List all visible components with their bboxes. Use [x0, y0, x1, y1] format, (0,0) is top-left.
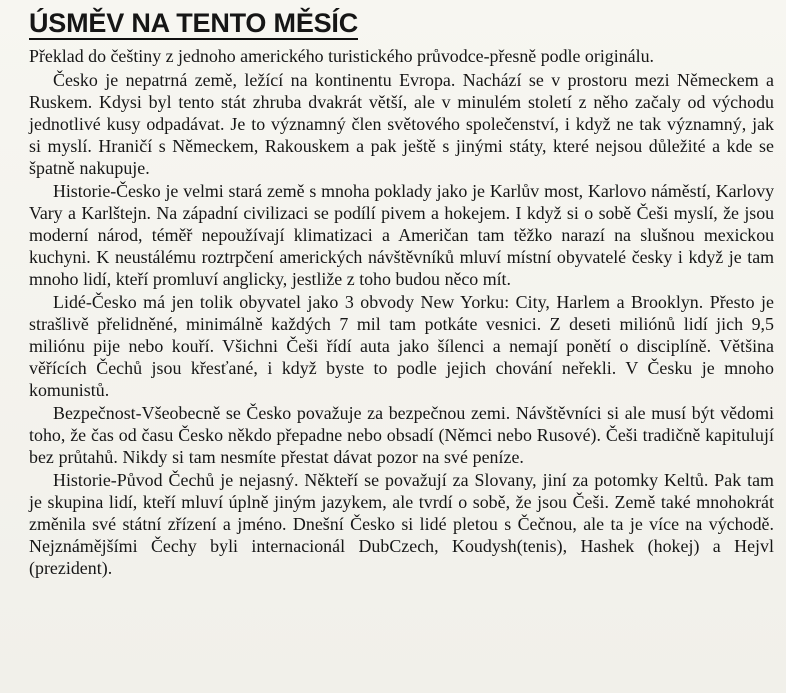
paragraph-people: Lidé-Česko má jen tolik obyvatel jako 3 obvody New Yorku: City, Harlem a Brooklyn. Přesto je strašlivě přelidněné, minimálně každých 7 mil tam potkáte vesnici. Z deseti miliónů lidí jich 9,5 miliónu pije nebo kouří. Všichni Češi řídí auta jako šílenci a nemají ponětí o disciplíně. Většina věřících Čechů jsou křesťané, i když byste to podle jejich chování neřekli. V Česku je mnoho komunistů. — [29, 292, 774, 400]
paragraph-safety: Bezpečnost-Všeobecně se Česko považuje za bezpečnou zemi. Návštěvníci si ale musí být vědomi toho, že čas od času Česko někdo přepadne nebo obsadí (Němci nebo Rusové). Češi tradičně kapitulují bez průtahů. Nikdy si tam nesmíte přestat dávat pozor na své peníze. — [29, 403, 774, 467]
paragraph-origin: Historie-Původ Čechů je nejasný. Někteří se považují za Slovany, jiní za potomky Keltů. Pak tam je skupina lidí, kteří mluví úplně jiným jazykem, ale tvrdí o sobě, že jsou Češi. Země také mnohokrát změnila své státní zřízení a jméno. Dnešní Česko si lidé pletou s Čečnou, ale ta je více na východě. Nejznámějšími Čechy byli internacionál DubCzech, Koudysh(tenis), Hashek (hokej) a Hejvl (prezident). — [29, 470, 774, 578]
paragraph-history: Historie-Česko je velmi stará země s mnoha poklady jako je Karlův most, Karlovo náměstí, Karlovy Vary a Karlštejn. Na západní civilizaci se podílí pivem a hokejem. I když si o sobě Češi myslí, že jsou moderní národ, téměř nepoužívají klimatizaci a Američan tam těžko narazí na slušnou mexickou kuchyni. K neustálému roztrpčení amerických návštěvníků mluví místní obyvatelé česky i když je tam mnoho lidí, kteří promluví anglicky, jestliže z toho budou něco mít. — [29, 181, 774, 289]
paragraph-country: Česko je nepatrná země, ležící na kontinentu Evropa. Nachází se v prostoru mezi Německem a Ruskem. Kdysi byl tento stát zhruba dvakrát větší, ale v minulém století z něho začaly od východu jednotlivé kusy odpadávat. Je to významný člen světového společenství, i když ne tak významný, jak si myslí. Hraničí s Německem, Rakouskem a pak ještě s jinými státy, které nejsou důležité a kde se špatně nakupuje. — [29, 70, 774, 178]
intro-line: Překlad do češtiny z jednoho amerického turistického průvodce-přesně podle originálu. — [29, 46, 654, 66]
page-title: ÚSMĚV NA TENTO MĚSÍC — [29, 8, 359, 38]
